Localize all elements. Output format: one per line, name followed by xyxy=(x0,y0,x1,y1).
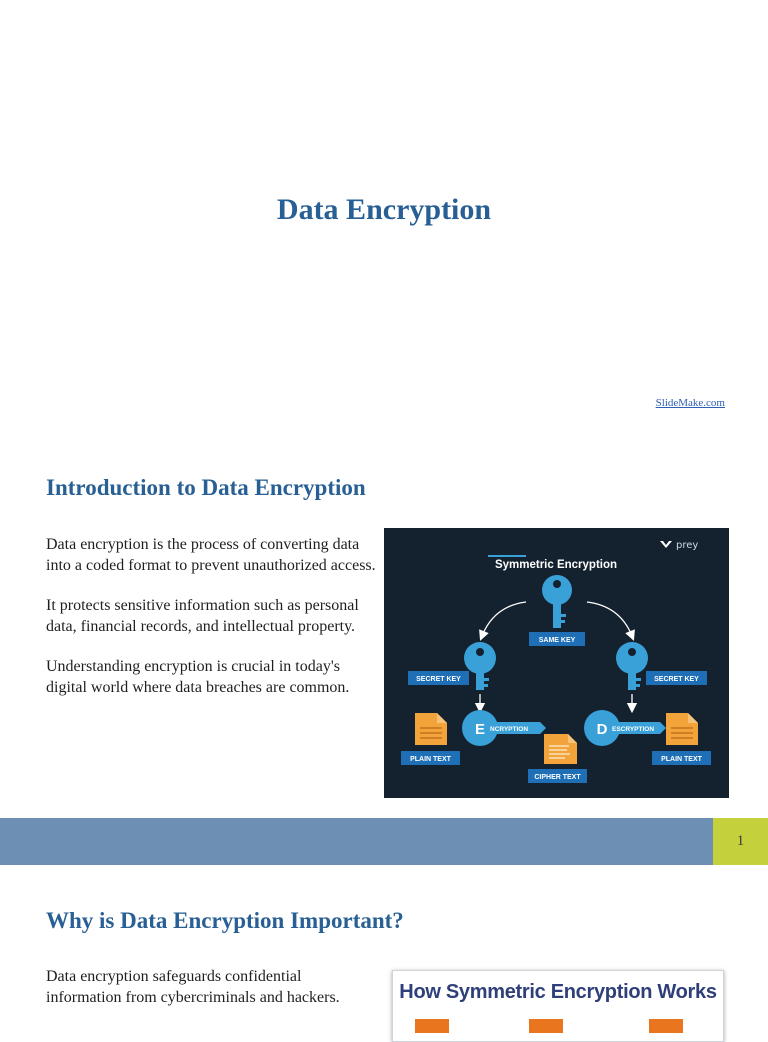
label-same-key xyxy=(529,632,585,646)
same-key-icon xyxy=(542,575,572,628)
plain-text-left-icon xyxy=(415,713,447,745)
svg-text:PLAIN TEXT: PLAIN TEXT xyxy=(661,756,702,763)
figure2-shape-3 xyxy=(649,1019,683,1033)
svg-text:ESCRYPTION: ESCRYPTION xyxy=(612,726,655,733)
brand-text: prey xyxy=(676,540,699,551)
svg-text:SAME KEY: SAME KEY xyxy=(538,637,576,644)
slide-title: Data Encryption xyxy=(276,193,492,226)
figure2-shape-1 xyxy=(415,1019,449,1033)
diagram-title: Symmetric Encryption xyxy=(494,559,618,571)
figure2-shape-2 xyxy=(529,1019,563,1033)
label-secret-key-right xyxy=(646,671,707,685)
how-symmetric-encryption-works-image xyxy=(392,970,724,1042)
symmetric-encryption-diagram xyxy=(384,528,729,798)
intro-paragraphs xyxy=(46,535,376,718)
encryption-badge xyxy=(462,710,546,746)
svg-text:D: D xyxy=(596,721,608,738)
importance-paragraphs xyxy=(46,967,376,1028)
arrow-right-curve xyxy=(587,602,632,636)
svg-text:NCRYPTION: NCRYPTION xyxy=(490,726,529,733)
brand-logo xyxy=(660,540,698,551)
label-plain-text-left xyxy=(401,751,460,765)
section-heading-introduction: Introduction to Data Encryption xyxy=(46,475,366,500)
importance-paragraph-1: Data encryption safeguards confidential information from cybercriminals and hackers. xyxy=(46,968,340,1006)
svg-text:SECRET KEY: SECRET KEY xyxy=(416,676,461,683)
source-link[interactable]: SlideMake.com xyxy=(655,397,725,409)
section-heading-importance: Why is Data Encryption Important? xyxy=(46,908,404,933)
cipher-text-icon xyxy=(544,734,577,764)
label-secret-key-left xyxy=(408,671,469,685)
arrow-left-curve xyxy=(482,602,526,636)
secret-key-right-icon xyxy=(616,642,648,690)
slide-footer-band xyxy=(0,818,713,865)
decryption-badge xyxy=(584,710,666,746)
intro-paragraph-2: It protects sensitive information such as personal data, financial records, and intellectual property. xyxy=(46,597,359,635)
figure2-title: How Symmetric Encryption Works xyxy=(399,981,717,1003)
svg-text:PLAIN TEXT: PLAIN TEXT xyxy=(410,756,451,763)
plain-text-right-icon xyxy=(666,713,698,745)
intro-paragraph-1: Data encryption is the process of converting data into a coded format to prevent unauthorized access. xyxy=(46,536,376,574)
page-number: 1 xyxy=(713,818,768,865)
svg-text:SECRET KEY: SECRET KEY xyxy=(654,676,699,683)
label-cipher-text xyxy=(528,769,587,783)
svg-text:CIPHER TEXT: CIPHER TEXT xyxy=(534,774,581,781)
label-plain-text-right xyxy=(652,751,711,765)
intro-paragraph-3: Understanding encryption is crucial in today's digital world where data breaches are common. xyxy=(46,658,350,696)
svg-text:E: E xyxy=(474,721,486,738)
